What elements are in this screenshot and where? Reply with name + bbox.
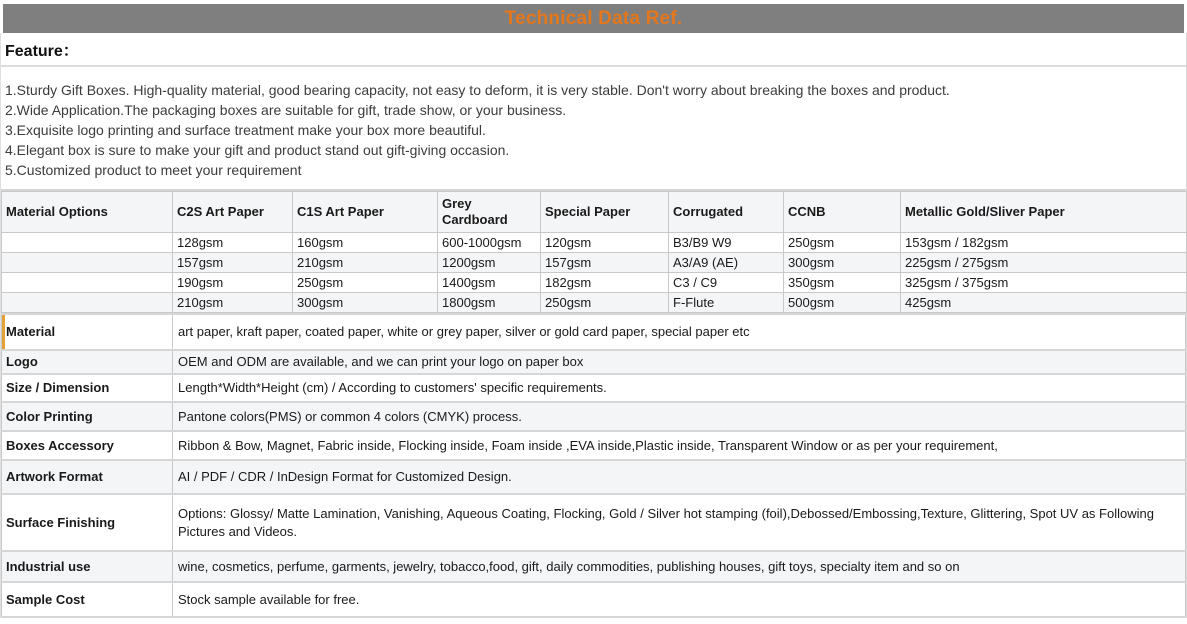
spec-value: art paper, kraft paper, coated paper, white or grey paper, silver or gold card paper, special paper etc [173,314,1186,350]
spec-label: Industrial use [2,551,173,582]
spec-label: Surface Finishing [2,494,173,551]
spec-value: Pantone colors(PMS) or common 4 colors (CMYK) process. [173,402,1186,431]
spec-cell: 1800gsm [438,293,541,313]
spec-cell: 300gsm [293,293,438,313]
spec-cell: F-Flute [669,293,784,313]
spec-cell: 210gsm [173,293,293,313]
spec-label: Size / Dimension [2,374,173,402]
spec-cell: A3/A9 (AE) [669,253,784,273]
spec-cell: 325gsm / 375gsm [901,273,1187,293]
detail-row [2,350,1186,374]
spec-label: Boxes Accessory [2,431,173,460]
spec-value: Stock sample available for free. [173,582,1186,617]
spec-cell: 250gsm [293,273,438,293]
spec-cell: 190gsm [173,273,293,293]
spec-cell [2,293,173,313]
spec-cell: 153gsm / 182gsm [901,233,1187,253]
feature-heading: Feature： [1,33,1186,67]
spec-table-row [2,273,1187,293]
column-header: Metallic Gold/Sliver Paper [901,192,1187,233]
material-options-table [1,191,1187,313]
content-area [0,33,1187,618]
spec-cell: 500gsm [784,293,901,313]
spec-label: Logo [2,350,173,374]
spec-label: Sample Cost [2,582,173,617]
spec-cell: 300gsm [784,253,901,273]
column-header: Material Options [2,192,173,233]
column-header: C1S Art Paper [293,192,438,233]
spec-cell: 120gsm [541,233,669,253]
spec-table-row [2,233,1187,253]
spec-cell: C3 / C9 [669,273,784,293]
detail-row [2,460,1186,494]
details-table-body [2,314,1186,617]
page-title: Technical Data Ref. [504,7,683,29]
column-header: C2S Art Paper [173,192,293,233]
spec-cell: B3/B9 W9 [669,233,784,253]
spec-cell: 1400gsm [438,273,541,293]
detail-row [2,551,1186,582]
spec-cell: 250gsm [541,293,669,313]
spec-cell: 600-1000gsm [438,233,541,253]
column-header: Grey Cardboard [438,192,541,233]
details-table [1,313,1186,618]
spec-value: Length*Width*Height (cm) / According to customers' specific requirements. [173,374,1186,402]
detail-row [2,494,1186,551]
spec-cell [2,233,173,253]
feature-item: 3.Exquisite logo printing and surface treatment make your box more beautiful. [5,122,486,138]
detail-row [2,402,1186,431]
spec-table-row [2,293,1187,313]
spec-cell [2,273,173,293]
spec-cell: 182gsm [541,273,669,293]
column-header: Corrugated [669,192,784,233]
spec-value: wine, cosmetics, perfume, garments, jewelry, tobacco,food, gift, daily commodities, publishing houses, gift toys, specialty item and so on [173,551,1186,582]
spec-value: Options: Glossy/ Matte Lamination, Vanishing, Aqueous Coating, Flocking, Gold / Silver hot stamping (foil),Debossed/Embossing,Texture, Glittering, Spot UV as Following Pictures and Videos. [173,494,1186,551]
title-banner [3,4,1184,33]
feature-item: 2.Wide Application.The packaging boxes are suitable for gift, trade show, or your business. [5,102,567,118]
spec-table-body [2,233,1187,313]
spec-cell: 225gsm / 275gsm [901,253,1187,273]
spec-table-row [2,253,1187,273]
spec-value: AI / PDF / CDR / InDesign Format for Customized Design. [173,460,1186,494]
spec-label: Color Printing [2,402,173,431]
column-header: CCNB [784,192,901,233]
feature-item: 4.Elegant box is sure to make your gift and product stand out gift-giving occasion. [5,142,510,158]
spec-cell: 210gsm [293,253,438,273]
feature-item: 1.Sturdy Gift Boxes. High-quality material, good bearing capacity, not easy to deform, it is very stable. Don't worry about breaking the boxes and product. [5,82,950,98]
column-header: Special Paper [541,192,669,233]
spec-label: Artwork Format [2,460,173,494]
detail-row [2,374,1186,402]
feature-item: 5.Customized product to meet your requirement [5,162,302,178]
spec-cell: 128gsm [173,233,293,253]
spec-cell: 250gsm [784,233,901,253]
detail-row [2,582,1186,617]
detail-row [2,431,1186,460]
detail-row [2,314,1186,350]
spec-cell [2,253,173,273]
spec-cell: 157gsm [541,253,669,273]
feature-list [1,67,1186,191]
spec-cell: 425gsm [901,293,1187,313]
spec-cell: 350gsm [784,273,901,293]
spec-label: Material [2,314,173,350]
spec-value: OEM and ODM are available, and we can print your logo on paper box [173,350,1186,374]
spec-cell: 1200gsm [438,253,541,273]
spec-value: Ribbon & Bow, Magnet, Fabric inside, Flocking inside, Foam inside ,EVA inside,Plastic inside, Transparent Window or as per your requirement, [173,431,1186,460]
spec-cell: 157gsm [173,253,293,273]
spec-cell: 160gsm [293,233,438,253]
spec-header-row [2,192,1187,233]
